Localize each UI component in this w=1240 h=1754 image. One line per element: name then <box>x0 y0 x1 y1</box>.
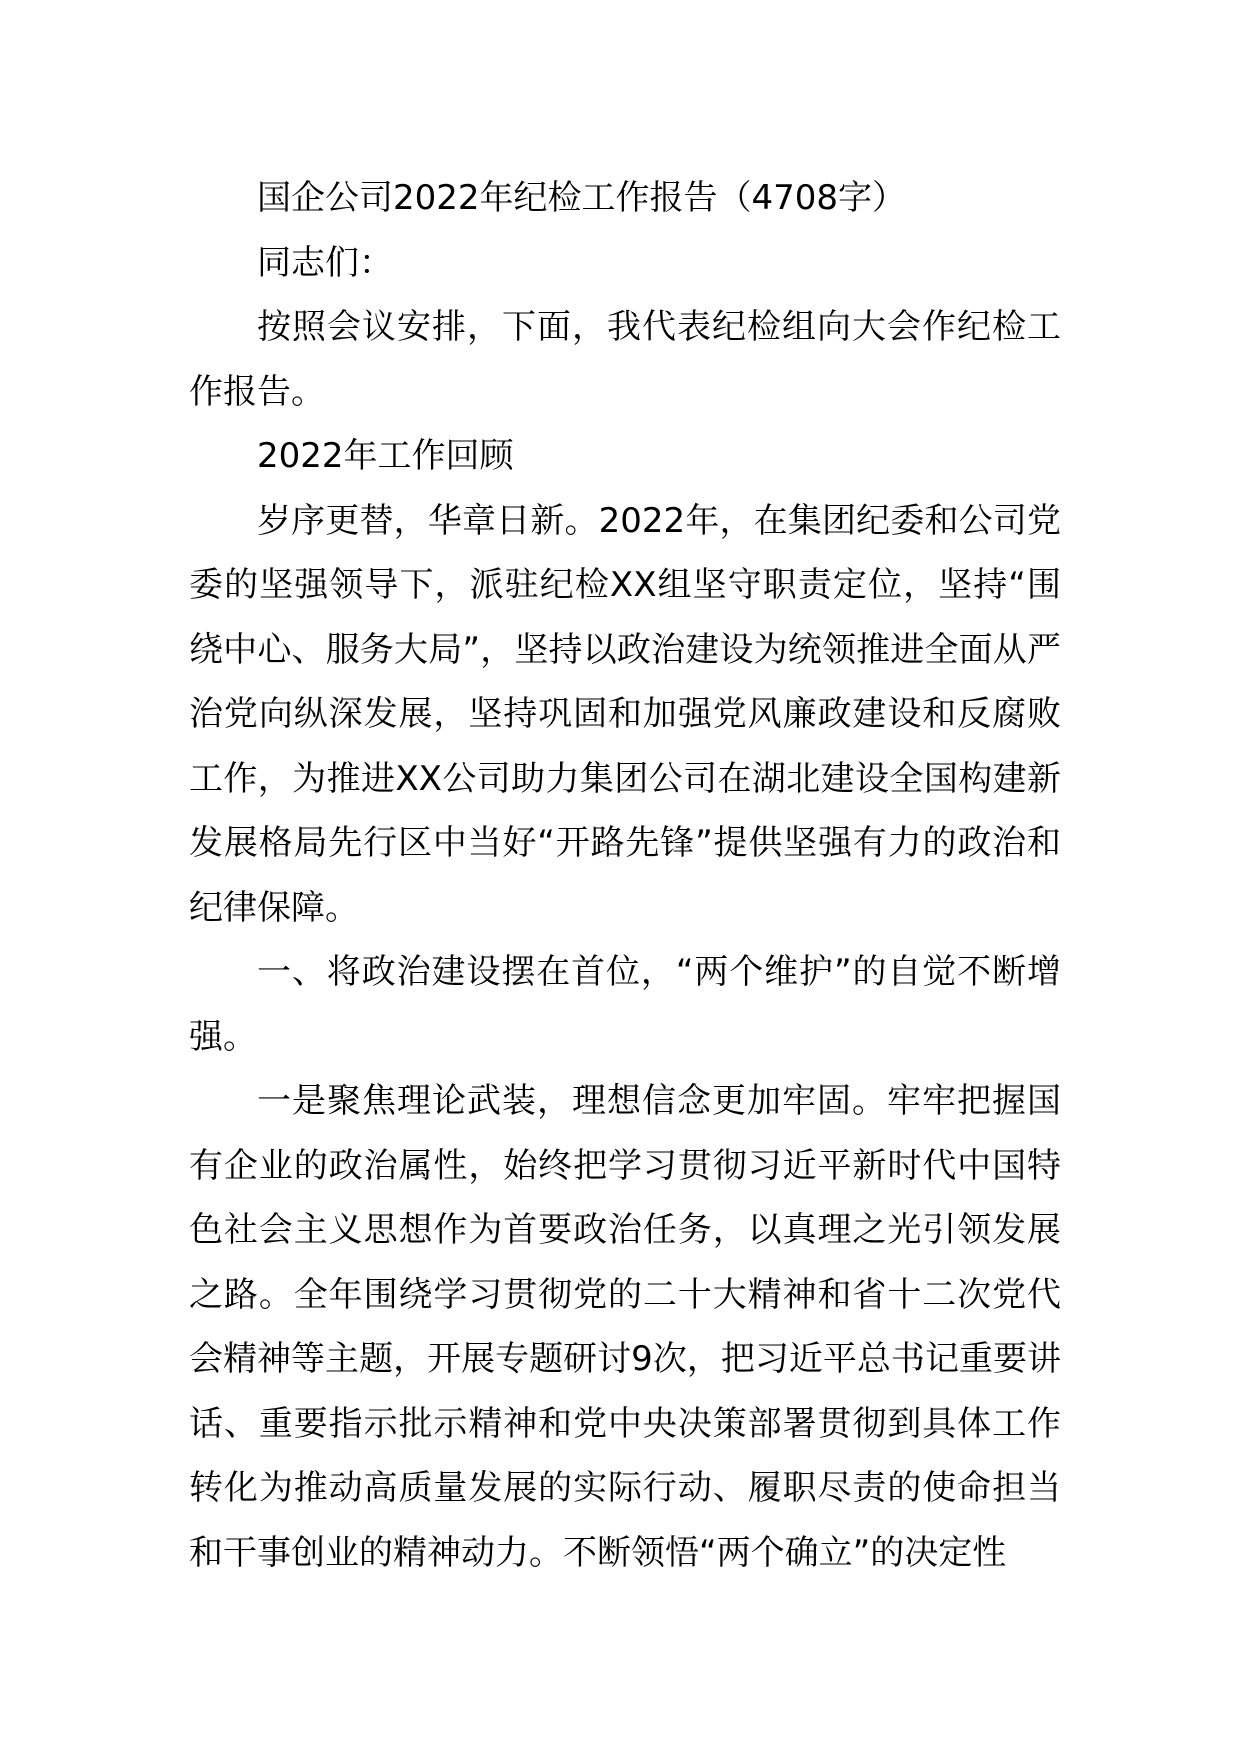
body-paragraph: 一是聚焦理论武装，理想信念更加牢固。牢牢把握国有企业的政治属性，始终把学习贯彻习近平新时代中国特色社会主义思想作为首要政治任务，以真理之光引领发展之路。全年围绕学习贯彻党的二十大精神和省十二次党代会精神等主题，开展专题研讨9次，把习近平总书记重要讲话、重要指示批示精神和党中央决策部署贯彻到具体工作转化为推动高质量发展的实际行动、履职尽责的使命担当和干事创业的精神动力。不断领悟“两个确立”的决定性 <box>189 1081 1061 1573</box>
review-paragraph: 岁序更替，华章日新。2022年，在集团纪委和公司党委的坚强领导下，派驻纪检XX组坚守职责定位，坚持“围绕中心、服务大局”，坚持以政治建设为统领推进全面从严治党向纵深发展，坚持巩固和加强党风廉政建设和反腐败工作，为推进XX公司助力集团公司在湖北建设全国构建新发展格局先行区中当好“开路先锋”提供坚强有力的政治和纪律保障。 <box>189 500 1061 928</box>
document-page <box>189 166 1061 1585</box>
salutation: 同志们： <box>257 242 393 283</box>
section-heading-review: 2022年工作回顾 <box>257 436 514 476</box>
report-title: 国企公司2022年纪检工作报告（4708字） <box>257 178 907 218</box>
section-heading-one: 一、将政治建设摆在首位，“两个维护”的自觉不断增强。 <box>189 952 1061 1057</box>
intro-paragraph: 按照会议安排，下面，我代表纪检组向大会作纪检工作报告。 <box>189 307 1061 412</box>
